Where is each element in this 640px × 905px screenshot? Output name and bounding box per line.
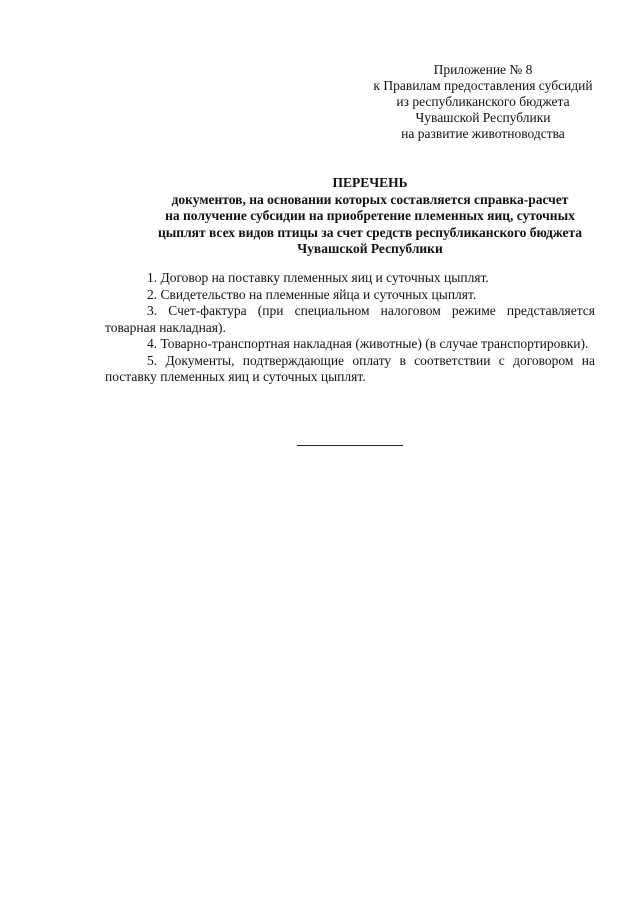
title-line-1: документов, на основании которых составляется справка-расчет <box>171 191 569 207</box>
appendix-header <box>338 62 628 142</box>
appendix-rules-reference: к Правилам предоставления субсидий <box>373 78 593 93</box>
list-item: 3. Счет-фактура (при специальном налоговом режиме представляется товарная накладная). <box>105 303 595 335</box>
document-title <box>100 175 640 258</box>
list-item: 5. Документы, подтверждающие оплату в соответствии с договором на поставку племенных яиц и суточных цыплят. <box>105 352 595 384</box>
list-item: 1. Договор на поставку племенных яиц и суточных цыплят. <box>147 270 489 285</box>
appendix-budget-line: из республиканского бюджета <box>396 94 570 109</box>
title-line-3: цыплят всех видов птицы за счет средств республиканского бюджета <box>157 224 583 240</box>
documents-list <box>105 270 595 386</box>
title-line-2: на получение субсидии на приобретение племенных яиц, суточных <box>165 208 575 223</box>
title-line-4: Чувашской Республики <box>297 241 443 256</box>
title-heading: ПЕРЕЧЕНЬ <box>332 175 408 190</box>
list-item: 4. Товарно-транспортная накладная (животные) (в случае транспортировки). <box>147 336 589 351</box>
appendix-republic-line: Чувашской Республики <box>415 110 551 125</box>
end-separator-line <box>297 445 403 446</box>
list-item: 2. Свидетельство на племенные яйца и суточных цыплят. <box>147 286 477 302</box>
appendix-purpose-line: на развитие животноводства <box>401 126 565 141</box>
appendix-number: Приложение № 8 <box>433 62 533 77</box>
